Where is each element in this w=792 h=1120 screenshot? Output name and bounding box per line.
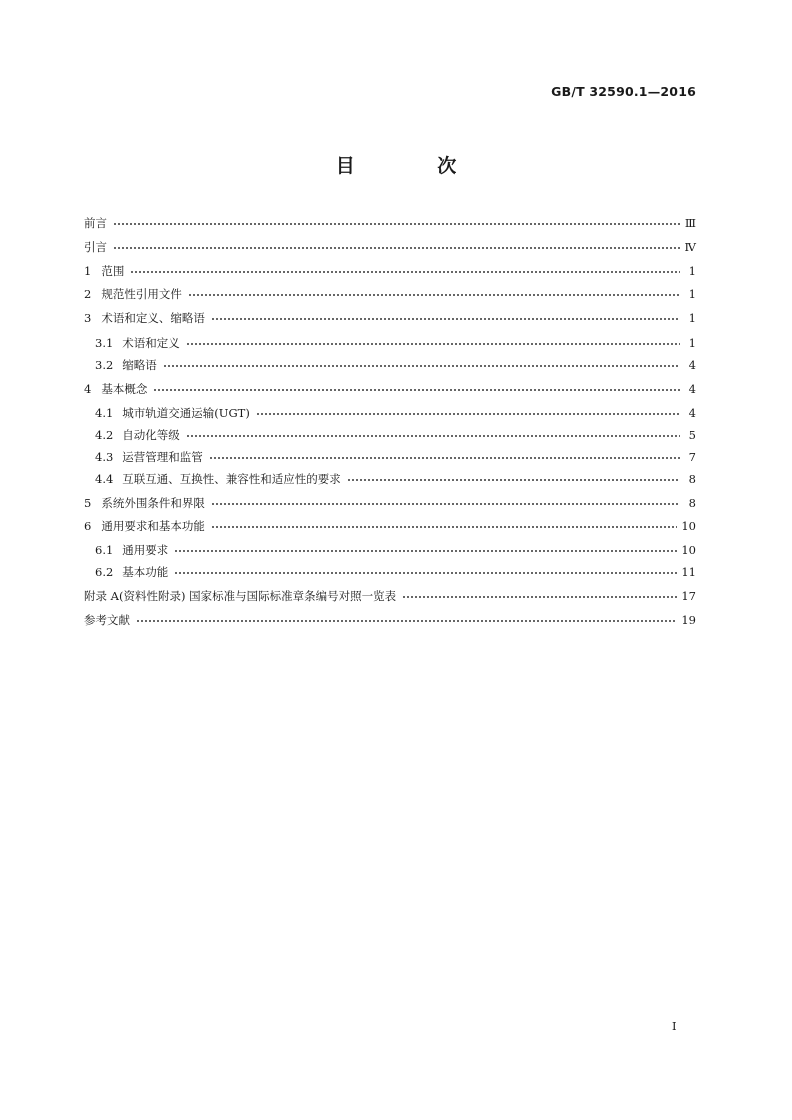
toc-entry-number: 3.2 (95, 358, 114, 372)
toc-entry-label (84, 590, 396, 603)
dot-leader (153, 389, 680, 391)
toc-entry[interactable] (84, 383, 696, 396)
toc-entry[interactable] (84, 614, 696, 627)
dot-leader (188, 294, 680, 296)
dot-leader (347, 479, 680, 481)
toc-entry-title: 互联互通、互换性、兼容性和适应性的要求 (122, 472, 341, 486)
toc-entry-page: 10 (681, 519, 696, 533)
toc-entry-number: 3.1 (95, 336, 114, 350)
toc-entry-title: 参考文献 (84, 613, 130, 627)
toc-entry-number: 2 (84, 287, 92, 301)
toc-entry-number: 3 (84, 311, 92, 325)
toc-entry-number: 6.1 (95, 543, 114, 557)
toc-entry-title: 术语和定义 (122, 336, 180, 350)
toc-entry-title: 系统外围条件和界限 (101, 496, 205, 510)
page-number: Ⅰ (672, 1019, 677, 1033)
toc-entry-title: 缩略语 (122, 358, 157, 372)
toc-entry-page: 7 (688, 450, 696, 464)
dot-leader (186, 435, 680, 437)
toc-entry-label (84, 288, 182, 301)
standard-code: GB/T 32590.1—2016 (551, 84, 696, 99)
toc-entry-label (95, 407, 250, 420)
dot-leader (113, 223, 680, 225)
toc-entry-page: 5 (688, 428, 696, 442)
toc-entry-label (95, 429, 180, 442)
toc-entry-title: 运营管理和监管 (122, 450, 203, 464)
toc-entry-label (95, 451, 203, 464)
toc-entry-label (84, 312, 205, 325)
toc-entry[interactable] (84, 429, 696, 442)
page-title: 目 次 (335, 155, 495, 177)
toc-entry-number: 4.2 (95, 428, 114, 442)
dot-leader (174, 550, 677, 552)
toc-entry[interactable] (84, 337, 696, 350)
toc-entry-number: 1 (84, 264, 92, 278)
toc-entry-number: 4.1 (95, 406, 114, 420)
toc-entry[interactable] (84, 520, 696, 533)
toc-entry-label (84, 241, 107, 254)
toc-entry-number: 4.4 (95, 472, 114, 486)
toc-entry[interactable] (84, 473, 696, 486)
toc-entry-title: 通用要求 (122, 543, 169, 557)
toc-entry-label (95, 337, 180, 350)
dot-leader (211, 526, 678, 528)
toc-entry-page: 8 (688, 472, 696, 486)
toc-entry-page: 10 (681, 543, 696, 557)
toc-entry-page: 1 (688, 287, 696, 301)
toc-entry-page: Ⅲ (684, 216, 696, 230)
toc-entry-title: 规范性引用文件 (101, 287, 182, 301)
dot-leader (174, 572, 677, 574)
dot-leader (211, 503, 680, 505)
toc-entry[interactable] (84, 312, 696, 325)
toc-entry[interactable] (84, 497, 696, 510)
toc-entry[interactable] (84, 451, 696, 464)
toc-entry-label (95, 473, 341, 486)
dot-leader (256, 413, 680, 415)
dot-leader (136, 620, 677, 622)
toc-entry-label (95, 566, 168, 579)
toc-entry-label (84, 497, 205, 510)
toc-entry-number: 6.2 (95, 565, 114, 579)
toc-entry[interactable] (84, 288, 696, 301)
toc-entry-page: 1 (688, 336, 696, 350)
toc-entry-title: 前言 (84, 216, 107, 230)
toc-entry-page: 1 (688, 311, 696, 325)
toc-entry-title: 基本功能 (122, 565, 169, 579)
dot-leader (130, 271, 680, 273)
toc-entry-label (84, 520, 205, 533)
toc-entry[interactable] (84, 407, 696, 420)
toc-entry-number: 4 (84, 382, 92, 396)
toc-entry-label (84, 265, 124, 278)
toc-entry-title: 城市轨道交通运输(UGT) (122, 406, 250, 420)
toc-entry-label (95, 359, 157, 372)
toc-entry-title: 附录 A(资料性附录) 国家标准与国际标准章条编号对照一览表 (84, 589, 397, 603)
toc-entry-title: 基本概念 (101, 382, 148, 396)
toc-entry[interactable] (84, 265, 696, 278)
toc-entry[interactable] (84, 544, 696, 557)
toc-entry-page: Ⅳ (684, 240, 696, 254)
toc-entry-page: 11 (681, 565, 696, 579)
toc-entry-page: 4 (688, 358, 696, 372)
toc-entry-page: 19 (681, 613, 696, 627)
toc-entry[interactable] (84, 241, 696, 254)
toc-entry-number: 6 (84, 519, 92, 533)
toc-entry-label (95, 544, 168, 557)
toc-entry[interactable] (84, 590, 696, 603)
dot-leader (402, 596, 677, 598)
toc-entry[interactable] (84, 359, 696, 372)
toc-entry-label (84, 614, 130, 627)
toc-entry-number: 5 (84, 496, 92, 510)
dot-leader (113, 247, 680, 249)
toc-entry-title: 引言 (84, 240, 107, 254)
toc-entry-page: 4 (688, 406, 696, 420)
toc-entry-title: 术语和定义、缩略语 (101, 311, 205, 325)
toc-entry-page: 1 (688, 264, 696, 278)
dot-leader (163, 365, 680, 367)
toc-entry-title: 通用要求和基本功能 (101, 519, 205, 533)
toc-entry-label (84, 383, 147, 396)
toc-entry-page: 4 (688, 382, 696, 396)
dot-leader (186, 343, 680, 345)
toc-entry-page: 17 (681, 589, 696, 603)
toc-entry-title: 自动化等级 (122, 428, 180, 442)
toc-entry[interactable] (84, 566, 696, 579)
dot-leader (211, 318, 680, 320)
toc-entry-title: 范围 (101, 264, 125, 278)
toc-entry-number: 4.3 (95, 450, 114, 464)
toc-entry-page: 8 (688, 496, 696, 510)
dot-leader (209, 457, 680, 459)
toc-entry-label (84, 217, 107, 230)
toc-entry[interactable] (84, 217, 696, 230)
